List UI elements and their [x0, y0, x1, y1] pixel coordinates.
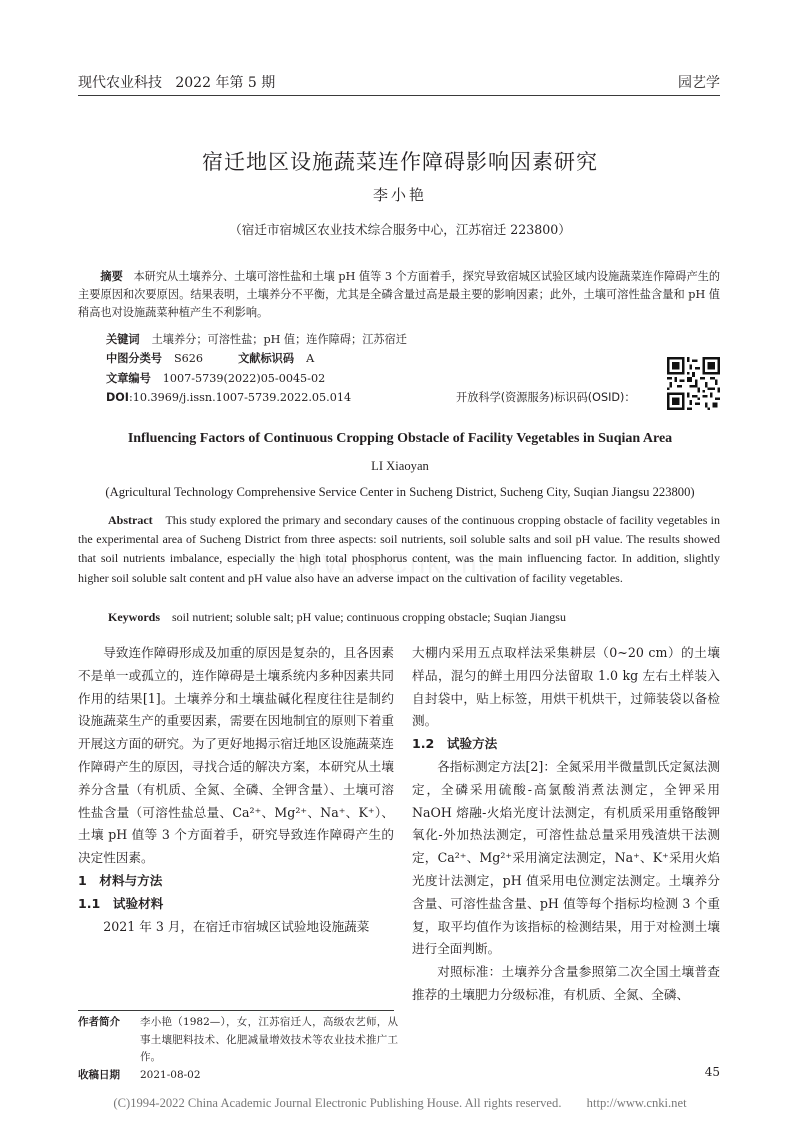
title-en: Influencing Factors of Continuous Cropping Obstacle of Facility Vegetables in Suqian Area	[127, 431, 673, 446]
keywords-en-text: soil nutrient; soluble salt; pH value; continuous cropping obstacle; Suqian Jiangsu	[172, 610, 566, 624]
keywords-cn-text: 土壤养分；可溶性盐；pH 值；连作障碍；江苏宿迁	[151, 333, 407, 346]
author-bio-text: 李小艳（1982—），女，江苏宿迁人，高级农艺师，从事土壤肥料技术、化肥减量增效技术等农业技术推广工作。	[140, 1016, 398, 1063]
affiliation-cn: （宿迁市宿城区农业技术综合服务中心，江苏宿迁 223800）	[229, 222, 571, 237]
author-cn: 李小艳	[372, 186, 427, 204]
doi-value: 10.3969/j.issn.1007-5739.2022.05.014	[132, 391, 352, 404]
abstract-cn-label: 摘要	[100, 270, 123, 283]
section-1-heading: 1 材料与方法	[78, 872, 163, 888]
received-date-value: 2021-08-02	[140, 1068, 201, 1081]
intro-paragraph: 导致连作障碍形成及加重的原因是复杂的，且各因素不是单一或孤立的，连作障碍是土壤系统内多种因素共同作用的结果[1]。土壤养分和土壤盐碱化程度往往是制约设施蔬菜生产的重要因素，需要在因地制宜的原则下着重开展这方面的研究。为了更好地揭示宿迁地区设施蔬菜连作障碍产生的原因，寻找合适的解决方案，本研究从土壤养分含量（有机质、全氮、全磷、全钾含量）、土壤可溶性盐含量（可溶性盐总量、Ca²⁺、Mg²⁺、Na⁺、K⁺）、土壤 pH 值等 3 个方面着手，研究导致连作障碍产生的决定性因素。	[78, 645, 394, 866]
clc-label: 中图分类号	[106, 352, 162, 365]
page-number: 45	[704, 1065, 720, 1079]
abstract-cn	[78, 268, 720, 322]
doi-label: DOI	[106, 391, 129, 404]
author-bio-label: 作者简介	[78, 1016, 120, 1028]
keywords-en	[108, 608, 566, 627]
journal-issue: 2022 年第 5 期	[175, 75, 276, 91]
abstract-en-label: Abstract	[108, 513, 153, 527]
author-bio	[78, 1014, 398, 1084]
doi-row: DOI:10.3969/j.issn.1007-5739.2022.05.014	[106, 391, 352, 404]
abstract-cn-text: 本研究从土壤养分、土壤可溶性盐和土壤 pH 值等 3 个方面着手，探究导致宿城区试验区域内设施蔬菜连作障碍产生的主要原因和次要原因。结果表明，土壤养分不平衡，尤其是全磷含量过高是最主要的影响因素；此外，土壤可溶性盐含量和 pH 值稍高也对设施蔬菜种植产生不利影响。	[78, 270, 721, 319]
footnote-rule	[78, 1010, 394, 1011]
affiliation-en: (Agricultural Technology Comprehensive Service Center in Sucheng District, Sucheng City, Suqian Jiangsu 223800)	[105, 485, 695, 499]
journal-section: 园艺学	[678, 75, 720, 91]
keywords-cn-label: 关键词	[106, 333, 140, 346]
article-no-label: 文章编号	[106, 372, 151, 385]
section-1-2-text: 各指标测定方法[2]：全氮采用半微量凯氏定氮法测定，全磷采用硫酸-高氯酸消煮法测定，全钾采用 NaOH 熔融-火焰光度计法测定，有机质采用重铬酸钾氧化-外加热法测定，可溶性盐总量采用残渣烘干法测定，Ca²⁺、Mg²⁺采用滴定法测定，Na⁺、K⁺采用火焰光度计法测定，pH 值采用电位测定法测定。土壤养分含量、可溶性盐含量、pH 值等每个指标均检测 3 个重复，取平均值作为该指标的检测结果，用于对检测土壤进行全面判断。	[412, 758, 720, 957]
abstract-en-text: This study explored the primary and secondary causes of the continuous cropping obstacle of facility vegetables in the experimental area of Sucheng District from three aspects: soil nutrients, soil soluble salts and soil pH value. The results showed that soil nutrients imbalance, especially the high total phosphorus content, was the main influencing factor. In addition, slightly higher soil soluble salt content and pH value also have an adverse impact on the cultivation of facility vegetables.	[78, 513, 720, 585]
doc-code-value: A	[306, 352, 315, 365]
copyright-line: (C)1994-2022 China Academic Journal Electronic Publishing House. All rights reserved. http://www.cnki.net	[113, 1096, 687, 1110]
section-1-1-text: 2021 年 3 月，在宿迁市宿城区试验地设施蔬菜	[103, 918, 370, 934]
right-column	[412, 642, 720, 1007]
classification-row	[106, 350, 314, 368]
received-date-label: 收稿日期	[78, 1068, 120, 1081]
section-1-1-continued: 大棚内采用五点取样法采集耕层（0~20 cm）的土壤样品，混匀的鲜土用四分法留取 1.0 kg 左右土样装入自封袋中，贴上标签，用烘干机烘干，过筛装袋以备检测。	[412, 645, 720, 729]
keywords-cn	[106, 331, 407, 349]
keywords-en-label: Keywords	[108, 610, 160, 624]
journal-name: 现代农业科技	[78, 75, 162, 91]
author-en: LI Xiaoyan	[371, 459, 429, 473]
reference-standard-text: 对照标准：土壤养分含量参照第二次全国土壤普查推荐的土壤肥力分级标准，有机质、全氮、全磷、	[412, 964, 720, 1002]
header-rule	[78, 95, 720, 96]
article-no-row	[106, 370, 325, 388]
watermark	[0, 548, 800, 580]
left-column	[78, 642, 394, 938]
clc-value: S626	[173, 352, 203, 365]
qr-code-icon[interactable]	[667, 357, 720, 410]
osid-label: 开放科学(资源服务)标识码(OSID)：	[456, 391, 636, 404]
journal-header	[78, 72, 275, 92]
doc-code-label: 文献标识码	[238, 352, 295, 365]
title-cn: 宿迁地区设施蔬菜连作障碍影响因素研究	[202, 150, 598, 174]
article-no-value: 1007-5739(2022)05-0045-02	[162, 372, 326, 385]
section-1-1-heading: 1.1 试验材料	[78, 895, 164, 911]
section-1-2-heading: 1.2 试验方法	[412, 736, 498, 752]
